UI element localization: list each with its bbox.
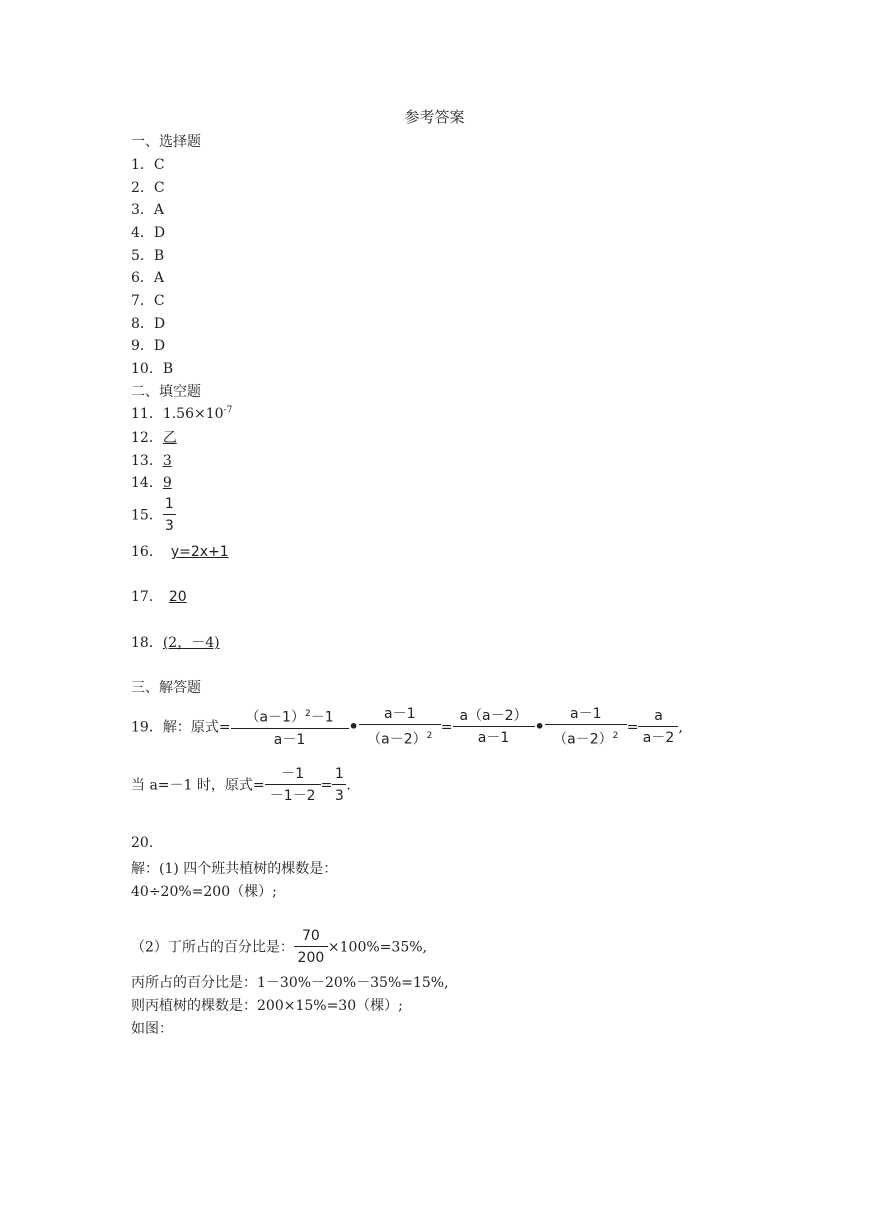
answer-18-value: (2，－4): [162, 635, 220, 651]
multiply-dot: •: [348, 716, 359, 736]
answer-17: [131, 586, 187, 606]
q20-line3-prefix: （2）丁所占的百分比是：: [131, 939, 294, 956]
q20-line3: [131, 926, 427, 969]
answer-11-exponent: -7: [223, 405, 233, 416]
answer-10: 10．B: [131, 361, 174, 377]
q19-fraction-5-denominator: a－2: [642, 729, 675, 746]
q19-fraction-7-denominator: 3: [334, 788, 344, 804]
q19-fraction-3-numerator: a（a－2）: [453, 706, 535, 727]
q19-fraction-5: [638, 706, 678, 749]
answer-5: 5．B: [131, 248, 165, 264]
q19-fraction-4-denominator: $(a-2)^2$: [553, 731, 619, 748]
q19-fraction-2-denominator: $(a-2)^2$: [367, 731, 433, 748]
q19-fraction-3: [453, 706, 535, 749]
q19-end: ,: [678, 719, 683, 736]
answer-14-value: 9: [162, 475, 172, 491]
section-heading-solve: 三、解答题: [131, 680, 201, 696]
answer-3: 3．A: [131, 202, 165, 218]
answer-13-label: 13．: [131, 453, 163, 469]
answer-11-base: 11．1.56×10: [131, 406, 224, 422]
q19-fraction-7: [332, 764, 346, 807]
q19-fraction-4: [545, 704, 627, 751]
q20-line3-suffix: ×100%=35%,: [327, 939, 427, 956]
q19-line2: [131, 764, 351, 807]
answer-16: [131, 541, 229, 561]
q19-line2-end: .: [346, 777, 351, 794]
answer-9: 9．D: [131, 338, 166, 354]
q19-fraction-2-numerator: a－1: [359, 704, 441, 725]
answer-4: 4．D: [131, 225, 166, 241]
q19-line2-prefix: 当 a=－1 时，原式=: [131, 777, 265, 794]
answer-17-label: 17．: [131, 589, 163, 605]
answer-18-label: 18．: [131, 635, 163, 651]
answer-8: 8．D: [131, 316, 166, 332]
q19-fraction-6: [265, 764, 321, 807]
answer-14-label: 14．: [131, 475, 163, 491]
q19-line1: [131, 704, 683, 751]
q19-prefix: 19．解：原式=: [131, 719, 231, 736]
q19-fraction-2: [359, 704, 441, 751]
q20-line4: 丙所占的百分比是：1－30%－20%－35%=15%,: [131, 975, 449, 991]
page-title: 参考答案: [404, 108, 465, 126]
equals-sign: =: [440, 719, 453, 736]
q20-line1: 解：(1) 四个班共植树的棵数是：: [131, 861, 338, 877]
equals-sign: =: [626, 719, 639, 736]
answer-15: [131, 494, 176, 537]
answer-13-value: 3: [162, 453, 172, 469]
q20-line6: 如图：: [131, 1021, 173, 1037]
answer-12-label: 12．: [131, 430, 163, 446]
answer-14: [131, 472, 172, 492]
section-heading-fill: 二、填空题: [131, 384, 201, 400]
q19-fraction-5-numerator: a: [638, 706, 678, 727]
q19-fraction-6-denominator: －1－2: [269, 788, 316, 804]
section-heading-choice: 一、选择题: [131, 134, 201, 150]
q20-line5: 则丙植树的棵数是：200×15%=30（棵）;: [131, 998, 403, 1014]
answer-12: [131, 427, 177, 447]
q20-line2: 40÷20%=200（棵）;: [131, 884, 277, 900]
q20-fraction-numerator: 70: [294, 926, 328, 947]
answer-15-label: 15．: [131, 507, 163, 524]
answer-2: 2．C: [131, 180, 165, 196]
answer-1: 1．C: [131, 157, 165, 173]
answer-17-value: 20: [168, 589, 187, 605]
answer-15-fraction: [163, 494, 176, 537]
answer-15-denominator: 3: [164, 518, 174, 534]
answer-13: [131, 450, 172, 470]
answer-15-numerator: 1: [163, 494, 176, 515]
multiply-dot: •: [534, 716, 545, 736]
q20-fraction-denominator: 200: [297, 950, 325, 966]
q19-fraction-3-denominator: a－1: [477, 729, 510, 746]
answer-16-label: 16．: [131, 544, 163, 560]
q19-fraction-1: [231, 704, 349, 751]
q19-fraction-1-denominator: a－1: [273, 731, 306, 748]
answer-16-value: y=2x+1: [170, 544, 229, 560]
equals-sign: =: [320, 777, 333, 794]
answer-6: 6．A: [131, 270, 165, 286]
answer-12-value: 乙: [162, 430, 177, 446]
answer-7: 7．C: [131, 293, 165, 309]
answer-11: [131, 403, 232, 423]
q19-fraction-1-numerator: $(a-1)^2-1$: [231, 704, 349, 729]
q19-fraction-7-numerator: 1: [332, 764, 346, 785]
q19-fraction-6-numerator: －1: [265, 764, 321, 785]
q20-number: 20.: [131, 835, 154, 851]
q19-fraction-4-numerator: a－1: [545, 704, 627, 725]
answer-18: [131, 632, 234, 652]
q20-fraction: [294, 926, 328, 969]
